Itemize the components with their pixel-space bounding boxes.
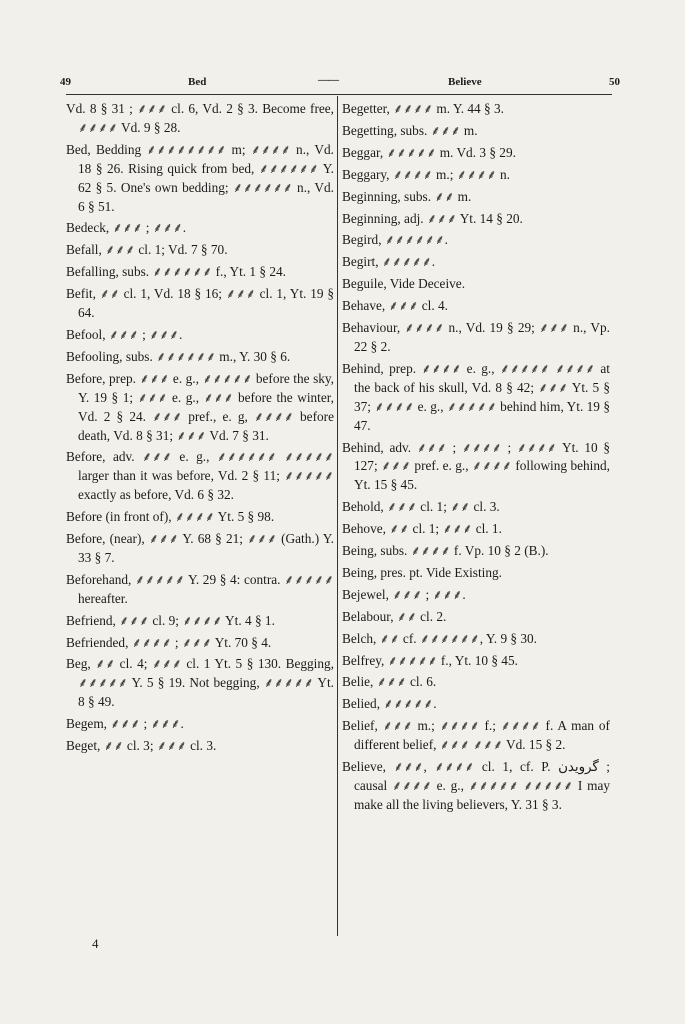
dictionary-entry: Belabour, ⸙⸙ cl. 2. <box>342 608 447 624</box>
dictionary-entry: Being, subs. ⸙⸙⸙⸙ f. Vp. 10 § 2 (B.). <box>342 543 549 559</box>
left-column <box>66 100 334 759</box>
dictionary-entry: Bedeck, ⸙⸙⸙ ; ⸙⸙⸙. <box>66 220 187 236</box>
dictionary-entry: Before, (near), ⸙⸙⸙ Y. 68 § 21; ⸙⸙⸙ (Gath.) Y. 33 § 7. <box>66 531 334 565</box>
dictionary-entry: Belied, ⸙⸙⸙⸙⸙. <box>342 696 437 712</box>
dictionary-entry: Befit, ⸙⸙ cl. 1, Vd. 18 § 16; ⸙⸙⸙ cl. 1, Yt. 19 § 64. <box>66 286 334 321</box>
dictionary-entry: Beginning, subs. ⸙⸙ m. <box>342 188 472 204</box>
right-column <box>342 100 610 818</box>
dictionary-entry: Befall, ⸙⸙⸙ cl. 1; Vd. 7 § 70. <box>66 242 228 258</box>
dictionary-entry: Beginning, adj. ⸙⸙⸙ Yt. 14 § 20. <box>342 210 523 226</box>
dictionary-entry: Behove, ⸙⸙ cl. 1; ⸙⸙⸙ cl. 1. <box>342 521 502 537</box>
dictionary-entry: Vd. 8 § 31 ; ⸙⸙⸙ cl. 6, Vd. 2 § 3. Become free, ⸙⸙⸙⸙ Vd. 9 § 28. <box>66 101 334 135</box>
dictionary-entry: Beguile, Vide Deceive. <box>342 276 466 292</box>
dictionary-entry: Being, pres. pt. Vide Existing. <box>342 564 502 580</box>
dictionary-entry: Believe, ⸙⸙⸙, ⸙⸙⸙⸙ cl. 1, cf. P. گرويدن ; causal ⸙⸙⸙⸙ e. g., ⸙⸙⸙⸙⸙ ⸙⸙⸙⸙⸙ I may make all the living believers, Y. 31 § 3. <box>342 759 610 812</box>
dictionary-entry: Befooling, subs. ⸙⸙⸙⸙⸙⸙ m., Y. 30 § 6. <box>66 348 291 364</box>
dictionary-entry: Behaviour, ⸙⸙⸙⸙ n., Vd. 19 § 29; ⸙⸙⸙ n., Vp. 22 § 2. <box>342 320 610 354</box>
dictionary-entry: Before, prep. ⸙⸙⸙ e. g., ⸙⸙⸙⸙⸙ before the sky, Y. 19 § 1; ⸙⸙⸙ e. g., ⸙⸙⸙ before the winter, Vd. 2 § 24. ⸙⸙⸙ pref., e. g, ⸙⸙⸙⸙ before death, Vd. 8 § 31; ⸙⸙⸙ Vd. 7 § 31. <box>66 370 334 443</box>
dictionary-entry: Befalling, subs. ⸙⸙⸙⸙⸙⸙ f., Yt. 1 § 24. <box>66 264 287 280</box>
header-title-right: Believe <box>448 76 482 88</box>
dictionary-entry: Beforehand, ⸙⸙⸙⸙⸙ Y. 29 § 4: contra. ⸙⸙⸙⸙⸙ hereafter. <box>66 571 334 606</box>
dictionary-entry: Begird, ⸙⸙⸙⸙⸙⸙. <box>342 232 448 248</box>
dictionary-entry: Behold, ⸙⸙⸙ cl. 1; ⸙⸙ cl. 3. <box>342 499 500 515</box>
dictionary-entry: Belief, ⸙⸙⸙ m.; ⸙⸙⸙⸙ f.; ⸙⸙⸙⸙ f. A man of different belief, ⸙⸙⸙ ⸙⸙⸙ Vd. 15 § 2. <box>342 718 610 753</box>
running-header <box>60 74 620 92</box>
dictionary-entry: Beg, ⸙⸙ cl. 4; ⸙⸙⸙ cl. 1 Yt. 5 § 130. Begging, ⸙⸙⸙⸙⸙ Y. 5 § 19. Not begging, ⸙⸙⸙⸙⸙ Yt. 8 § 49. <box>66 656 334 710</box>
dictionary-entry: Bejewel, ⸙⸙⸙ ; ⸙⸙⸙. <box>342 586 466 602</box>
dictionary-entry: Begetting, subs. ⸙⸙⸙ m. <box>342 122 478 138</box>
dictionary-entry: Begem, ⸙⸙⸙ ; ⸙⸙⸙. <box>66 716 184 732</box>
dictionary-entry: Belie, ⸙⸙⸙ cl. 6. <box>342 674 437 690</box>
dictionary-entry: Begirt, ⸙⸙⸙⸙⸙. <box>342 254 436 270</box>
page-number-left: 49 <box>60 76 71 88</box>
dictionary-entry: Before (in front of), ⸙⸙⸙⸙ Yt. 5 § 98. <box>66 509 275 525</box>
dictionary-entry: Befriended, ⸙⸙⸙⸙ ; ⸙⸙⸙ Yt. 70 § 4. <box>66 634 272 650</box>
dictionary-entry: Behind, adv. ⸙⸙⸙ ; ⸙⸙⸙⸙ ; ⸙⸙⸙⸙ Yt. 10 § 127; ⸙⸙⸙ pref. e. g., ⸙⸙⸙⸙ following behind, Yt. 15 § 45. <box>342 439 610 493</box>
page-number-right: 50 <box>609 76 620 88</box>
dictionary-entry: Beggar, ⸙⸙⸙⸙⸙ m. Vd. 3 § 29. <box>342 144 516 160</box>
header-title-left: Bed <box>188 76 207 88</box>
dictionary-entry: Behave, ⸙⸙⸙ cl. 4. <box>342 298 448 314</box>
dictionary-entry: Bed, Bedding ⸙⸙⸙⸙⸙⸙⸙⸙ m; ⸙⸙⸙⸙ n., Vd. 18 § 26. Rising quick from bed, ⸙⸙⸙⸙⸙⸙ Y. 62 § 5. One's own bedding; ⸙⸙⸙⸙⸙⸙ n., Vd. 6 § 51. <box>66 141 334 214</box>
dictionary-entry: Behind, prep. ⸙⸙⸙⸙ e. g., ⸙⸙⸙⸙⸙ ⸙⸙⸙⸙ at the back of his skull, Vd. 8 § 42; ⸙⸙⸙ Yt. 5 § 37; ⸙⸙⸙⸙ e. g., ⸙⸙⸙⸙⸙ behind him, Yt. 19 § 47. <box>342 360 610 433</box>
dictionary-entry: Belfrey, ⸙⸙⸙⸙⸙ f., Yt. 10 § 45. <box>342 652 518 668</box>
dictionary-entry: Befriend, ⸙⸙⸙ cl. 9; ⸙⸙⸙⸙ Yt. 4 § 1. <box>66 612 275 628</box>
dictionary-entry: Beggary, ⸙⸙⸙⸙ m.; ⸙⸙⸙⸙ n. <box>342 166 510 182</box>
header-separator: —— <box>318 74 338 86</box>
dictionary-entry: Belch, ⸙⸙ cf. ⸙⸙⸙⸙⸙⸙, Y. 9 § 30. <box>342 630 538 646</box>
dictionary-entry: Before, adv. ⸙⸙⸙ e. g., ⸙⸙⸙⸙⸙⸙ ⸙⸙⸙⸙⸙ larger than it was before, Vd. 2 § 11; ⸙⸙⸙⸙⸙ exactly as before, Vd. 6 § 32. <box>66 449 334 503</box>
dictionary-entry: Begetter, ⸙⸙⸙⸙ m. Y. 44 § 3. <box>342 101 504 116</box>
dictionary-entry: Befool, ⸙⸙⸙ ; ⸙⸙⸙. <box>66 326 183 342</box>
dictionary-entry: Beget, ⸙⸙ cl. 3; ⸙⸙⸙ cl. 3. <box>66 738 217 754</box>
sheet-number: 4 <box>92 936 99 951</box>
header-rule <box>66 94 612 95</box>
column-divider <box>337 96 338 936</box>
